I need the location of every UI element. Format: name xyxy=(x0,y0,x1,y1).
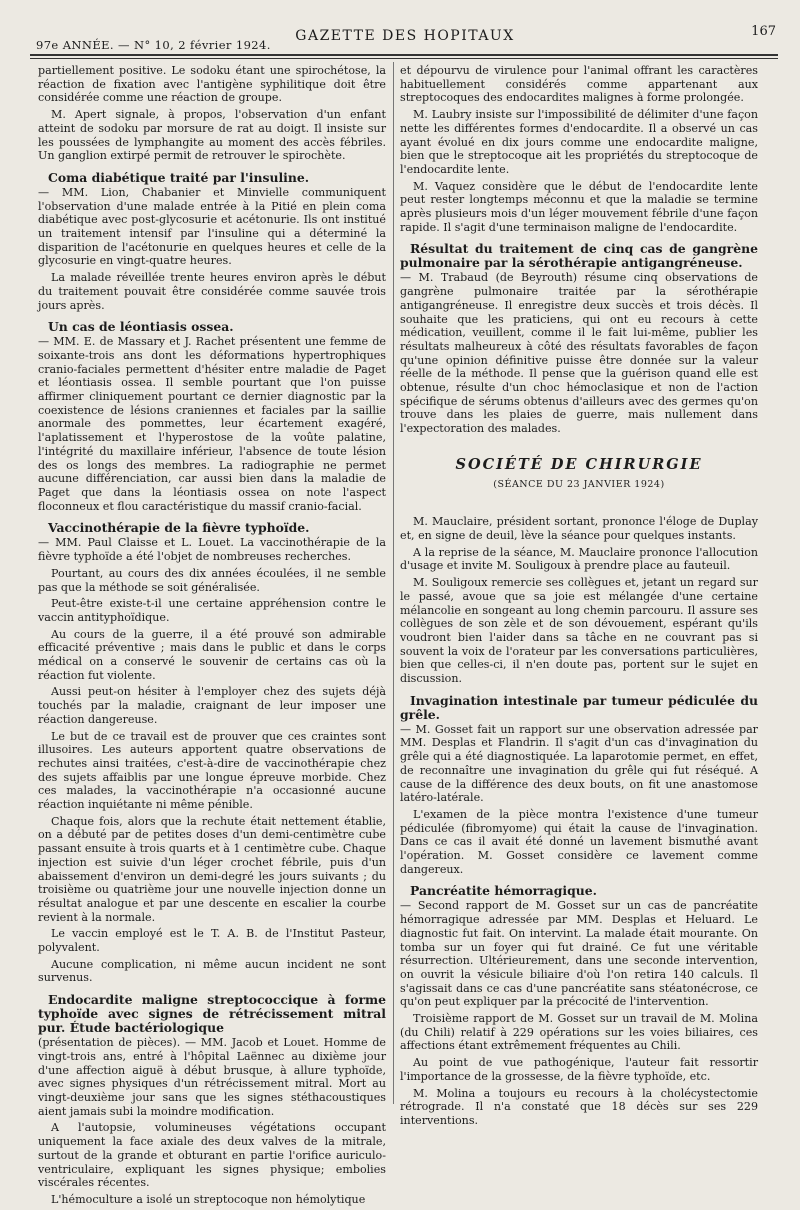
paragraph: M. Apert signale, à propos, l'observation d'un enfant atteint de sodoku par morsure de rat au doigt. Il insiste sur les poussées de lymphangite au moment des accès fébriles. Un ganglion extirpé permit de retrouver le spirochète. xyxy=(38,108,386,163)
paragraph: — Second rapport de M. Gosset sur un cas de pancréatite hémorragique adressée par MM. Desplas et Heluard. Le diagnostic fut fait. On intervint. La malade était mourante. On tomba sur un foyer qui fut drainé. Ce fut une véritable résurrection. Ultérieurement, dans une seconde intervention, on ouvrit la vésicule biliaire d'où l'on retira 140 calculs. Il s'agissait dans ce cas d'une pancréatite sans stéatonécrose, ce qu'on peut expliquer par la précocité de l'intervention. xyxy=(400,899,758,1009)
paragraph: Pourtant, au cours des dix années écoulées, il ne semble pas que la méthode se soit généralisée. xyxy=(38,566,386,594)
section-heading: Vaccinothérapie de la fièvre typhoïde. xyxy=(48,520,310,536)
paragraph: (présentation de pièces). — MM. Jacob et Louet. Homme de vingt-trois ans, entré à l'hôpital Laënnec au dixième jour d'une affection aiguë à début brusque, à allure typhoïde, avec signes physiques d'un rétrécissement mitral. Mort au vingt-deuxième jour sans que les signes stéthacoustiques aient jamais subi la moindre modification. xyxy=(38,1036,386,1118)
paragraph: partiellement positive. Le sodoku étant une spirochétose, la réaction de fixation avec l'antigène syphilitique doit être considérée comme une réaction de groupe. xyxy=(38,64,386,105)
section-heading: Endocardite maligne streptococcique à forme typhoïde avec signes de rétrécissement mitral pur. Étude bactériologique xyxy=(38,992,386,1036)
session-date: (SÉANCE DU 23 JANVIER 1924) xyxy=(493,478,665,490)
paragraph: A l'autopsie, volumineuses végétations occupant uniquement la face axiale des deux valves de la mitrale, surtout de la grande et obturant en partie l'orifice auriculo-ventriculaire, expliquant les signes physique; embolies viscérales récentes. xyxy=(38,1121,386,1190)
section-heading: Pancréatite hémorragique. xyxy=(410,883,597,899)
section-heading: Invagination intestinale par tumeur pédiculée du grêle. xyxy=(400,692,758,722)
journal-title: GAZETTE DES HOPITAUX xyxy=(295,28,515,44)
section-heading: Un cas de léontiasis ossea. xyxy=(48,319,234,335)
left-column xyxy=(38,64,386,1210)
header-rule-thin xyxy=(30,58,778,59)
header-rule xyxy=(30,54,778,56)
paragraph: Aucune complication, ni même aucun incident ne sont survenus. xyxy=(38,957,386,985)
paragraph: Le vaccin employé est le T. A. B. de l'Institut Pasteur, polyvalent. xyxy=(38,927,386,955)
paragraph: La malade réveillée trente heures environ après le début du traitement pouvait être considérée comme sauvée trois jours après. xyxy=(38,271,386,312)
paragraph: M. Souligoux remercie ses collègues et, jetant un regard sur le passé, avoue que sa joie est mélangée d'une certaine mélancolie en songeant au long chemin parcouru. Il assure ses collègues de son zèle et de son dévouement, espérant qu'ils voudront bien l'aider dans sa tâche en ne couvrant pas si souvent la voix de l'orateur par les conversations particulières, bien que celles-ci, il n'en doute pas, portent sur le sujet en discussion. xyxy=(400,576,758,686)
paragraph: Peut-être existe-t-il une certaine appréhension contre le vaccin antityphoïdique. xyxy=(38,597,386,624)
paragraph: — M. Trabaud (de Beyrouth) résume cinq observations de gangrène pulmonaire traitée par la sérothérapie antigangréneuse. Il enregistre deux succès et trois décès. Il souhaite que les praticiens, qui ont eu recours à cette médication, veuillent, comme il le fait lui-même, publier les résultats malheureux à côté des résultats favorables de façon qu'une opinion définitive puisse être donnée sur la valeur réelle de la méthode. Il pense que la guérison quand elle est obtenue, résulte d'un choc hémoclasique et non de l'action spécifique de sérums obtenus d'ailleurs avec des germes qu'on trouve dans les plaies de guerre, mais nullement dans l'expectoration des malades. xyxy=(400,271,758,436)
paragraph: L'examen de la pièce montra l'existence d'une tumeur pédiculée (fibromyome) qui était la cause de l'invagination. Dans ce cas il avait été donné un lavement bismuthé avant l'opération. M. Gosset considère ce lavement comme dangereux. xyxy=(400,807,758,876)
page-number: 167 xyxy=(751,24,776,39)
paragraph: — MM. E. de Massary et J. Rachet présentent une femme de soixante-trois ans dont les déformations hypertrophiques cranio-faciales permettent d'hésiter entre maladie de Paget et léontiasis ossea. Il semble pourtant que l'on puisse affirmer cliniquement pourtant ce dernier diagnostic par la coexistence de lésions craniennes et faciales par la saillie anormale des pommettes, leur écartement exagéré, l'aplatissement et l'hyperostose de la voûte palatine, l'intégrité du maxillaire inférieur, l'absence de toute lésion des os longs des membres. La radiographie ne permet aucune différenciation, car aussi bien dans la maladie de Paget que dans la léontiasis ossea on note l'aspect floconneux et flou caractéristique du massif cranio-facial. xyxy=(38,335,386,513)
column-divider xyxy=(393,62,394,1104)
paragraph: Aussi peut-on hésiter à l'employer chez des sujets déjà touchés par la maladie, craignant de leur imposer une réaction dangereuse. xyxy=(38,685,386,726)
paragraph: Chaque fois, alors que la rechute était nettement établie, on a débuté par de petites doses d'un demi-centimètre cube passant ensuite à trois quarts et à 1 centimètre cube. Chaque injection est suivie d'un léger crochet fébrile, puis d'un abaissement d'environ un demi-degré les jours suivants ; du troisième ou quatrième jour une nouvelle injection donne un résultat analogue et par une descente en escalier la courbe revient à la normale. xyxy=(38,814,386,924)
right-column xyxy=(400,64,758,1131)
paragraph: et dépourvu de virulence pour l'animal offrant les caractères habituellement considérés comme appartenant aux streptocoques des endocardites malignes à forme prolongée. xyxy=(400,64,758,105)
paragraph: L'hémoculture a isolé un streptocoque non hémolytique xyxy=(51,1192,366,1206)
paragraph: — M. Gosset fait un rapport sur une observation adressée par MM. Desplas et Flandrin. Il s'agit d'un cas d'invagination du grêle qui a été diagnostiquée. La laparotomie permet, en effet, de reconnaître une invagination du grêle qui fut réséqué. A cause de la différence des deux bouts, on fit une anastomose latéro-latérale. xyxy=(400,722,758,805)
paragraph: M. Laubry insiste sur l'impossibilité de délimiter d'une façon nette les différentes formes d'endocardite. Il a observé un cas ayant évolué en dix jours comme une endocardite maligne, bien que le streptocoque ait les propriétés du streptocoque de l'endocardite lente. xyxy=(400,108,758,176)
section-heading: Coma diabétique traité par l'insuline. xyxy=(48,169,310,185)
page-header xyxy=(32,18,778,58)
paragraph: M. Molina a toujours eu recours à la cholécystectomie rétrograde. Il n'a constaté que 18 décès sur ses 229 interventions. xyxy=(400,1086,758,1127)
paragraph: Au point de vue pathogénique, l'auteur fait ressortir l'importance de la grossesse, de la fièvre typhoïde, etc. xyxy=(400,1056,758,1083)
paragraph: — MM. Paul Claisse et L. Louet. La vaccinothérapie de la fièvre typhoïde a été l'objet de nombreuses recherches. xyxy=(38,536,386,564)
paragraph: Troisième rapport de M. Gosset sur un travail de M. Molina (du Chili) relatif à 229 opérations sur les voies biliaires, ces affections étant extrêmement fréquentes au Chili. xyxy=(400,1012,758,1053)
paragraph: M. Mauclaire, président sortant, prononce l'éloge de Duplay et, en signe de deuil, lève la séance pour quelques instants. xyxy=(400,515,758,542)
paragraph: Le but de ce travail est de prouver que ces craintes sont illusoires. Les auteurs apportent quatre observations de rechutes ainsi traitées, c'est-à-dire de vaccinothérapie chez des sujets affaiblis par une longue épreuve morbide. Chez ces malades, la vaccinothérapie n'a occasionné aucune réaction inquiétante ni même pénible. xyxy=(38,729,386,812)
issue-info: 97e ANNÉE. — N° 10, 2 février 1924. xyxy=(36,38,271,52)
paragraph: A la reprise de la séance, M. Mauclaire prononce l'allocution d'usage et invite M. Souligoux à prendre place au fauteuil. xyxy=(400,545,758,573)
paragraph: — MM. Lion, Chabanier et Minvielle communiquent l'observation d'une malade entrée à la Pitié en plein coma diabétique avec post-glycosurie et acétonurie. Ils ont institué un traitement intensif par l'insuline qui a déterminé la disparition de l'acétonurie en quelques heures et celle de la glycosurie en vingt-quatre heures. xyxy=(38,185,386,268)
paragraph: M. Vaquez considère que le début de l'endocardite lente peut rester longtemps méconnu et que la maladie se termine après plusieurs mois d'un léger mouvement fébrile d'une façon rapide. Il s'agit d'une terminaison maligne de l'endocardite. xyxy=(400,179,758,234)
section-heading: Résultat du traitement de cinq cas de gangrène pulmonaire par la sérothérapie antigangréneuse. xyxy=(400,241,758,271)
society-heading: SOCIÉTÉ DE CHIRURGIE xyxy=(455,455,703,473)
paragraph: Au cours de la guerre, il a été prouvé son admirable efficacité préventive ; mais dans le public et dans le corps médical on a conservé le souvenir de certains cas où la réaction fut violente. xyxy=(38,627,386,682)
